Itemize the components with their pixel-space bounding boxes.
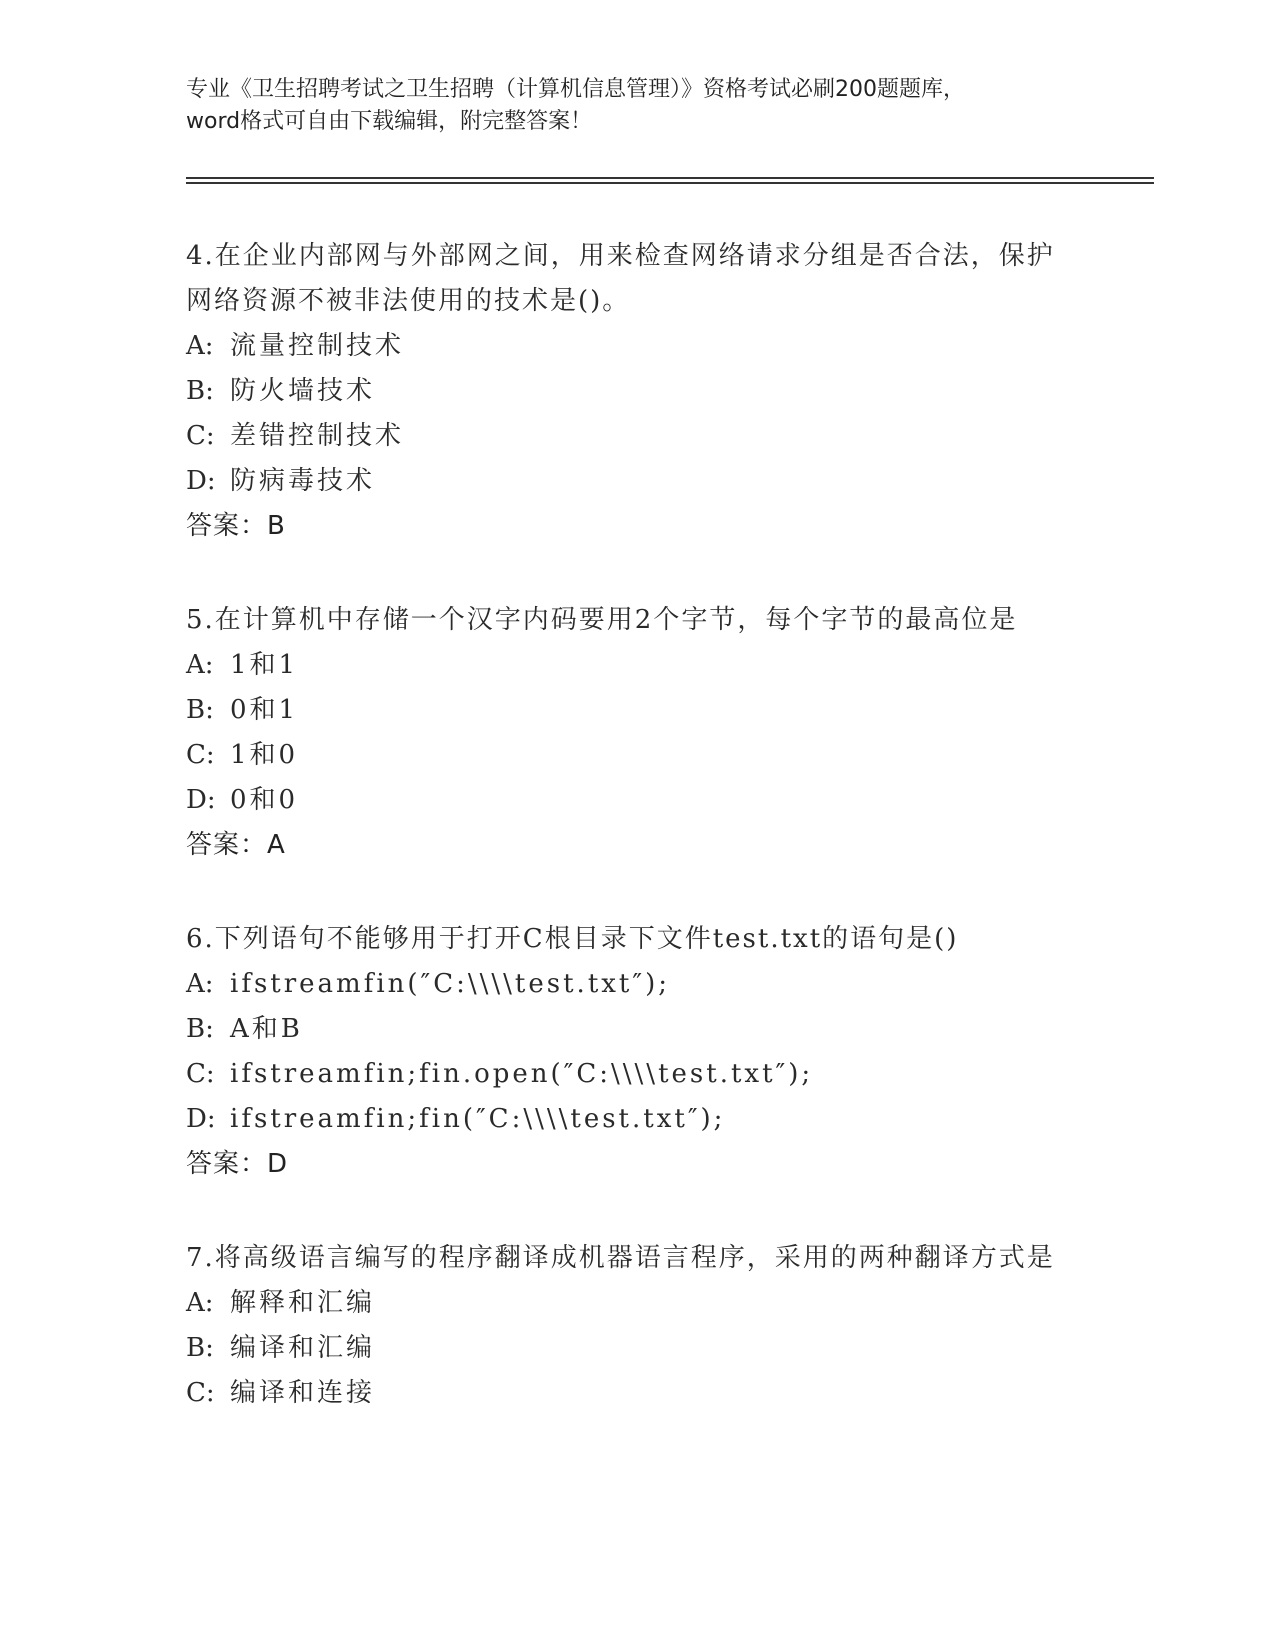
option-b <box>186 369 1066 414</box>
option-text: ifstreamfin;fin(″C:\\\\test.txt″); <box>230 1104 726 1134</box>
option-letter: D: <box>186 1104 216 1134</box>
option-text: 1和1 <box>230 650 299 680</box>
option-letter: A: <box>186 650 214 680</box>
option-d <box>186 778 1066 823</box>
question-text: 6.下列语句不能够用于打开C根目录下文件test.txt的语句是() <box>186 924 959 954</box>
header-divider-top <box>186 177 1154 179</box>
option-letter: C: <box>186 1378 215 1408</box>
option-letter: B: <box>186 1014 214 1044</box>
question-7 <box>186 1236 1066 1416</box>
option-letter: D: <box>186 785 216 815</box>
option-b <box>186 1007 1066 1052</box>
option-letter: C: <box>186 421 215 451</box>
option-c <box>186 733 1066 778</box>
option-c <box>186 414 1066 459</box>
option-b <box>186 1326 1066 1371</box>
document-header <box>186 74 1086 138</box>
option-text: ifstreamfin(″C:\\\\test.txt″); <box>230 969 670 999</box>
option-text: A和B <box>230 1014 303 1044</box>
option-letter: B: <box>186 695 214 725</box>
option-a <box>186 962 1066 1007</box>
option-text: 差错控制技术 <box>230 421 405 451</box>
option-letter: A: <box>186 969 214 999</box>
option-d <box>186 1097 1066 1142</box>
option-letter: B: <box>186 1333 214 1363</box>
option-text: 1和0 <box>230 740 299 770</box>
question-6 <box>186 917 1066 1187</box>
option-letter: A: <box>186 1288 214 1318</box>
option-letter: B: <box>186 376 214 406</box>
option-letter: C: <box>186 1059 215 1089</box>
answer-line: 答案：A <box>186 830 286 860</box>
option-text: 防病毒技术 <box>230 466 376 496</box>
option-text: 解释和汇编 <box>230 1288 376 1318</box>
option-text: 编译和汇编 <box>230 1333 376 1363</box>
option-text: 防火墙技术 <box>230 376 376 406</box>
question-text: 5.在计算机中存储一个汉字内码要用2个字节，每个字节的最高位是 <box>186 605 1018 635</box>
option-a <box>186 643 1066 688</box>
option-text: ifstreamfin;fin.open(″C:\\\\test.txt″); <box>230 1059 814 1089</box>
option-b <box>186 688 1066 733</box>
header-line-2: word格式可自由下载编辑，附完整答案！ <box>186 109 593 134</box>
header-line-1: 专业《卫生招聘考试之卫生招聘（计算机信息管理）》资格考试必刷200题题库， <box>186 77 965 102</box>
option-text: 编译和连接 <box>230 1378 376 1408</box>
option-a <box>186 1281 1066 1326</box>
option-c <box>186 1371 1066 1416</box>
option-a <box>186 324 1066 369</box>
question-4 <box>186 234 1066 549</box>
option-text: 流量控制技术 <box>230 331 405 361</box>
question-text: 4.在企业内部网与外部网之间，用来检查网络请求分组是否合法，保护网络资源不被非法使用的技术是()。 <box>186 241 1055 316</box>
answer-line: 答案：D <box>186 1149 289 1179</box>
option-text: 0和1 <box>230 695 299 725</box>
option-c <box>186 1052 1066 1097</box>
option-d <box>186 459 1066 504</box>
answer-line: 答案：B <box>186 511 286 541</box>
option-letter: A: <box>186 331 214 361</box>
option-letter: C: <box>186 740 215 770</box>
question-5 <box>186 598 1066 868</box>
option-letter: D: <box>186 466 216 496</box>
question-text: 7.将高级语言编写的程序翻译成机器语言程序，采用的两种翻译方式是 <box>186 1243 1055 1273</box>
header-divider-bottom <box>186 182 1154 184</box>
option-text: 0和0 <box>230 785 299 815</box>
